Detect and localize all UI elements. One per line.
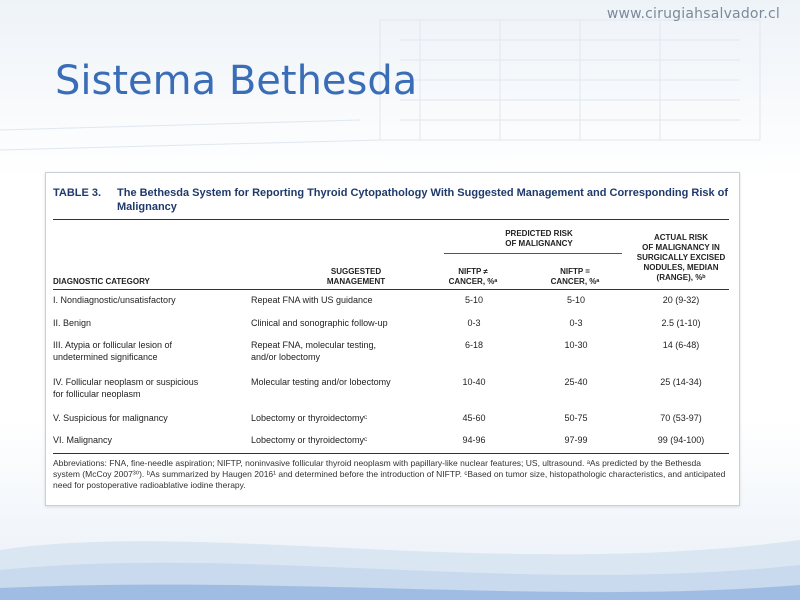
table-top-rule [53,219,729,220]
niftp-cancer-header: NIFTP = CANCER, %ᵃ [550,267,600,286]
slide-title: Sistema Bethesda [55,58,418,104]
suggested-management-header: SUGGESTED MANAGEMENT [326,267,386,286]
table-number: TABLE 3. [53,187,102,199]
bethesda-table: TABLE 3. The Bethesda System for Reporting Thyroid Cytopathology With Suggested Management and Corresponding Risk of Malignancy PREDICTED RISK OF MALIGNANCY ACTUAL RISK OF MALIGNANCY IN SURGICALLY EXCISED NODULES, MEDIAN (RANGE), %ᵇ DIAGNOSTIC CATEGORY SUGGESTED MANAGEMENT NIFTP ≠ CANCER, %ᵃ NIFTP = CANCER, %ᵃ I. Nondiagnostic/unsatisfactory Repeat FNA with US guidance 5-10 5-10 20 (9-32) II. Benign Clinical and sonographic follow-up 0-3 0-3 2.5 (1-10) III. Atypia or follicular lesion of undetermined significance Repeat FNA, molecular testing, and/or lobectomy 6-18 10-30 14 (6-48) IV. Follicular neoplasm or suspicious for follicular neoplasm Molecular testing and/or lobectomy 10-40 25-40 25 (14-34) V. Suspicious for malignancy Lobectomy or thyroidectomyᶜ 45-60 50-75 70 (53-97) VI. Malignancy Lobectomy or thyroidectomyᶜ 94-96 97-99 99 (94-100) Abbreviations: FNA, fine-needle aspiration; NIFTP, noninvasive follicular thyroid neoplasm with papillary-like nuclear features; US, ultrasound. ᵃAs predicted by the Bethesda system (McCoy 2007³⁰). ᵇAs summarized by Haugen 2016¹ and determined before the introduction of NIFTP. ᶜBased on tumor size, histopathologic characteristics, and anticipated need for postoperative radioablative iodine therapy. [45,172,740,506]
actual-risk-header: ACTUAL RISK OF MALIGNANCY IN SURGICALLY EXCISED NODULES, MEDIAN (RANGE), %ᵇ [636,233,726,282]
table-footnote: Abbreviations: FNA, fine-needle aspiration; NIFTP, noninvasive follicular thyroid neoplasm with papillary-like nuclear features; US, ultrasound. ᵃAs predicted by the Bethesda system (McCoy 2007³⁰). ᵇAs summarized by Haugen 2016¹ and determined before the introduction of NIFTP. ᶜBased on tumor size, histopathologic characteristics, and anticipated need for postoperative radioablative iodine therapy. [53,458,726,490]
website-url: www.cirugiahsalvador.cl [606,6,780,22]
niftp-not-cancer-header: NIFTP ≠ CANCER, %ᵃ [448,267,498,286]
predicted-risk-header: PREDICTED RISK OF MALIGNANCY [505,229,573,248]
table-bottom-rule [53,453,729,454]
footer-wave-decoration [0,510,800,600]
diagnostic-category-header: DIAGNOSTIC CATEGORY [53,277,150,286]
header-bottom-rule [53,289,729,290]
table-caption-text: The Bethesda System for Reporting Thyroid Cytopathology With Suggested Management and Corresponding Risk of Malignancy [117,187,729,213]
predicted-risk-subrule [444,253,622,254]
